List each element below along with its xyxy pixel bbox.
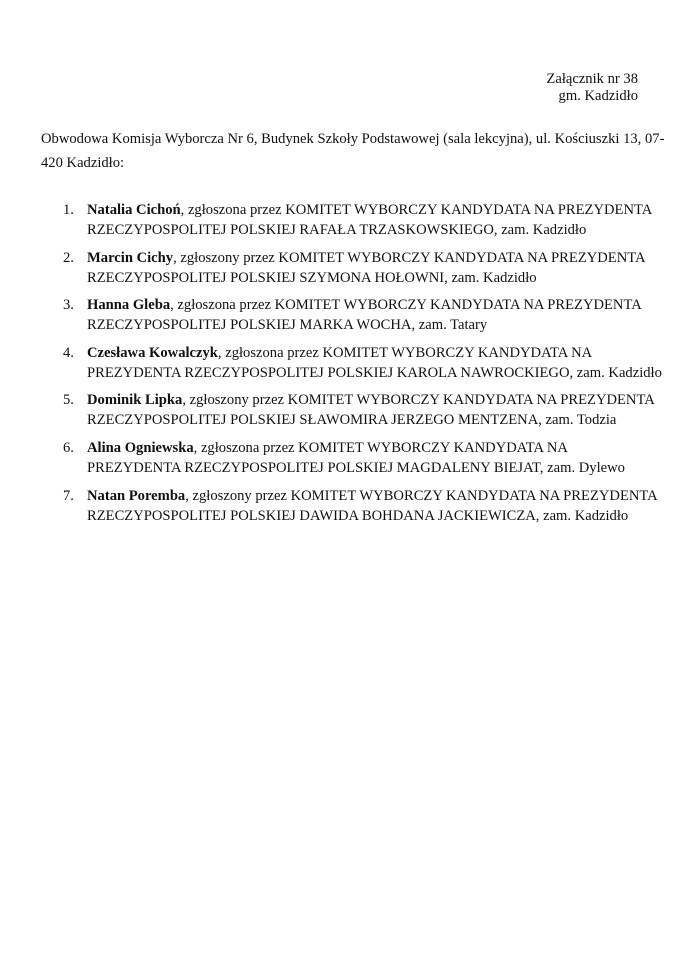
member-item	[0, 438, 679, 486]
attachment-number: Załącznik nr 38	[546, 71, 638, 87]
member-line-2: RZECZYPOSPOLITEJ POLSKIEJ MARKA WOCHA, zam. Tatary	[87, 317, 488, 334]
member-text	[87, 390, 655, 430]
member-item	[0, 486, 679, 534]
member-line-1	[87, 295, 642, 315]
member-number: 3.	[63, 297, 74, 314]
member-nomination: , zgłoszona przez KOMITET WYBORCZY KANDYDATA NA PREZYDENTA	[170, 297, 642, 314]
member-number: 7.	[63, 487, 74, 504]
member-line-1	[87, 390, 655, 410]
member-line-1	[87, 343, 662, 363]
member-line-2: PREZYDENTA RZECZYPOSPOLITEJ POLSKIEJ KAROLA NAWROCKIEGO, zam. Kadzidło	[87, 364, 662, 381]
member-line-1	[87, 438, 625, 458]
member-name: Hanna Gleba	[87, 297, 171, 314]
member-nomination: , zgłoszony przez KOMITET WYBORCZY KANDYDATA NA PREZYDENTA	[173, 249, 646, 266]
member-line-2: RZECZYPOSPOLITEJ POLSKIEJ SŁAWOMIRA JERZEGO MENTZENA, zam. Todzia	[87, 412, 617, 429]
member-number: 5.	[63, 392, 74, 409]
member-name: Dominik Lipka	[87, 392, 183, 409]
member-name: Natan Poremba	[87, 487, 186, 504]
member-number: 4.	[63, 344, 74, 361]
member-number: 1.	[63, 202, 74, 218]
member-number: 6.	[63, 439, 74, 456]
member-name: Alina Ogniewska	[87, 439, 194, 456]
member-text	[87, 343, 662, 383]
member-nomination: , zgłoszona przez KOMITET WYBORCZY KANDYDATA NA	[193, 439, 568, 456]
member-item	[0, 295, 679, 343]
member-line-1	[87, 486, 658, 506]
member-nomination: , zgłoszony przez KOMITET WYBORCZY KANDYDATA NA PREZYDENTA	[185, 487, 658, 504]
member-number: 2.	[63, 249, 74, 266]
member-name: Natalia Cichoń	[87, 202, 181, 218]
member-nomination: , zgłoszony przez KOMITET WYBORCZY KANDYDATA NA PREZYDENTA	[182, 392, 655, 409]
document-header	[546, 71, 638, 105]
member-text	[87, 200, 652, 240]
member-text	[87, 438, 625, 478]
member-name: Marcin Cichy	[87, 249, 174, 266]
member-item	[0, 390, 679, 438]
member-line-2: RZECZYPOSPOLITEJ POLSKIEJ SZYMONA HOŁOWNI, zam. Kadzidło	[87, 269, 537, 286]
member-nomination: , zgłoszona przez KOMITET WYBORCZY KANDYDATA NA PREZYDENTA	[180, 202, 653, 218]
member-list	[0, 200, 679, 533]
member-text	[87, 486, 658, 526]
member-text	[87, 248, 646, 288]
member-item	[0, 248, 679, 296]
member-name: Czesława Kowalczyk	[87, 344, 218, 361]
member-item	[0, 200, 679, 248]
member-item	[0, 343, 679, 391]
member-line-1	[87, 200, 652, 220]
member-line-1	[87, 248, 646, 268]
member-line-2: RZECZYPOSPOLITEJ POLSKIEJ DAWIDA BOHDANA JACKIEWICZA, zam. Kadzidło	[87, 507, 629, 524]
member-line-2: RZECZYPOSPOLITEJ POLSKIEJ RAFAŁA TRZASKOWSKIEGO, zam. Kadzidło	[87, 222, 587, 238]
member-text	[87, 295, 642, 335]
commission-description	[41, 127, 665, 175]
intro-line: Obwodowa Komisja Wyborcza Nr 6, Budynek Szkoły Podstawowej (sala lekcyjna), ul. Kościuszki 13, 07-	[41, 131, 665, 147]
member-line-2: PREZYDENTA RZECZYPOSPOLITEJ POLSKIEJ MAGDALENY BIEJAT, zam. Dylewo	[87, 459, 625, 476]
municipality-name: gm. Kadzidło	[558, 88, 638, 104]
intro-line: 420 Kadzidło:	[41, 155, 125, 171]
member-nomination: , zgłoszona przez KOMITET WYBORCZY KANDYDATA NA	[217, 344, 593, 361]
